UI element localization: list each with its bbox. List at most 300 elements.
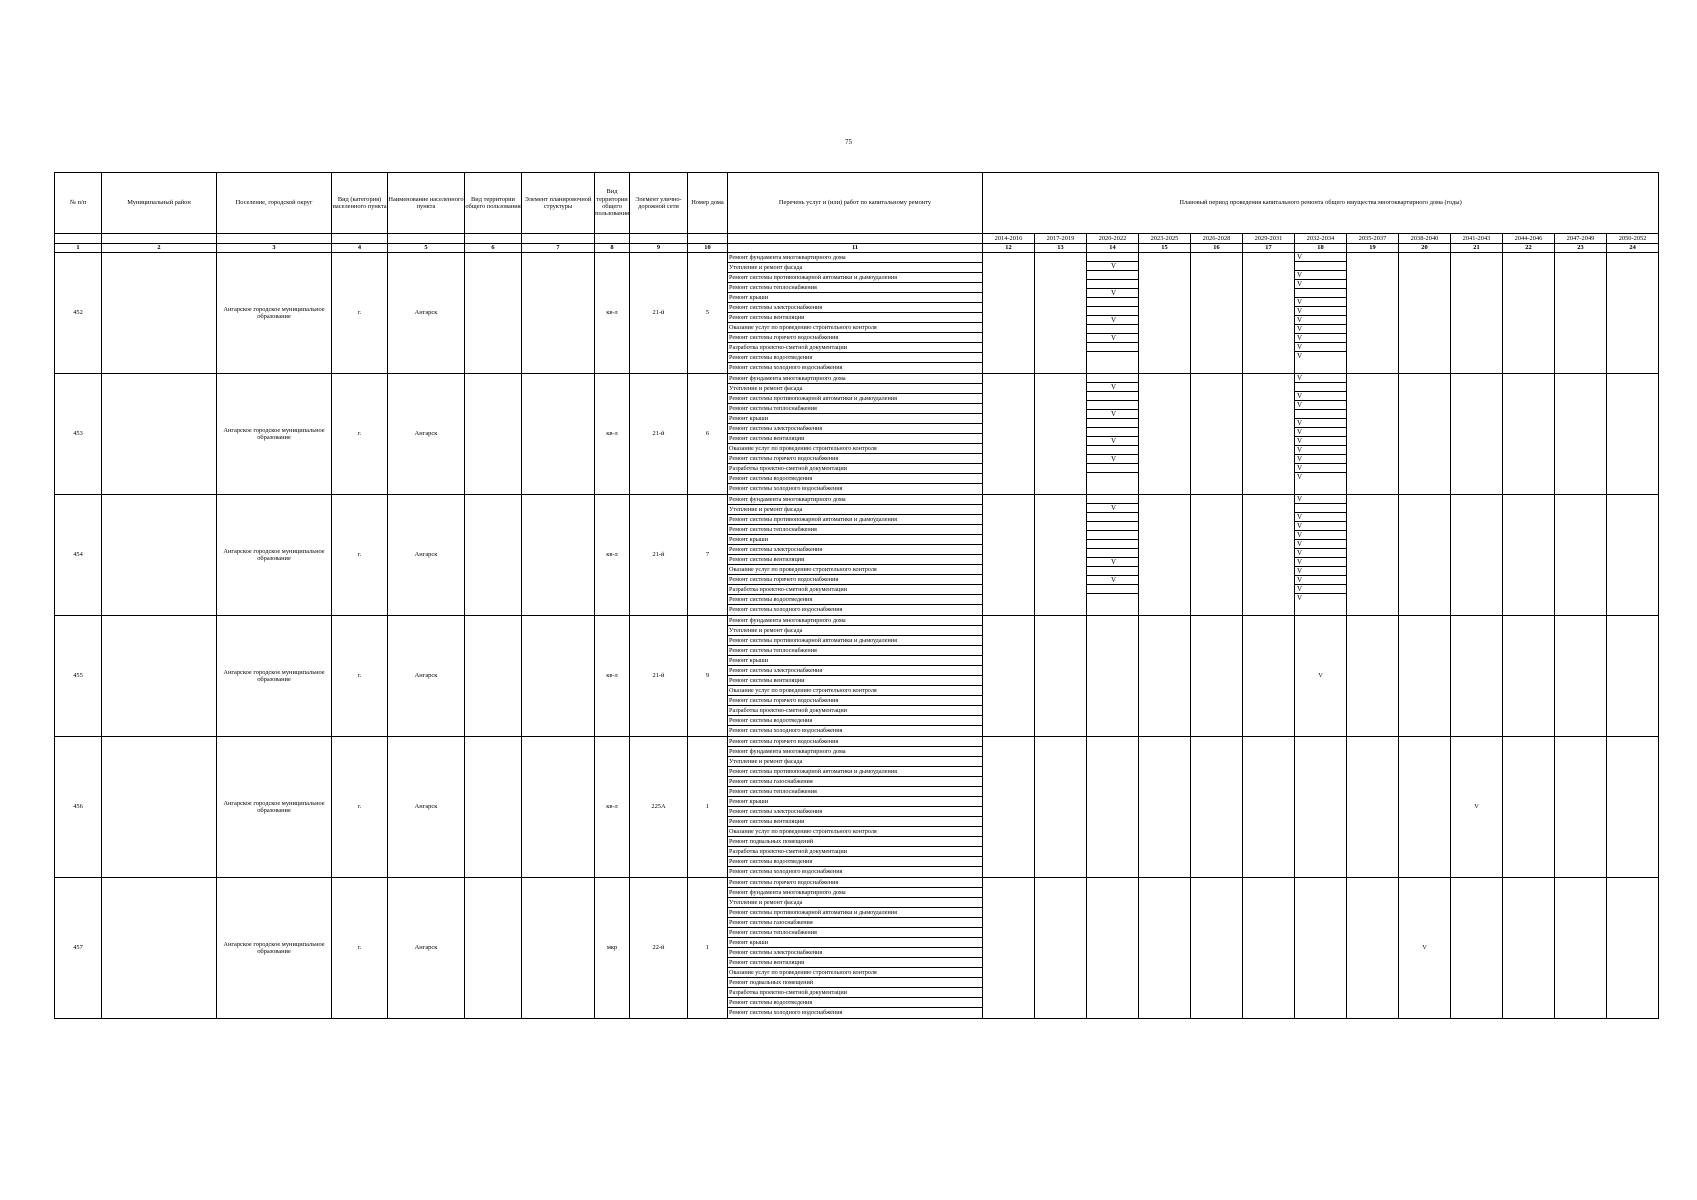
header-num: № п/п <box>55 173 102 234</box>
period-empty-cell <box>1347 374 1399 495</box>
column-number: 8 <box>595 244 630 253</box>
period-empty-cell <box>1607 253 1659 374</box>
period-empty-cell <box>1347 253 1399 374</box>
period-mark-cell: V <box>1399 878 1451 1019</box>
page-number: 75 <box>845 138 852 146</box>
works-cell <box>728 737 983 878</box>
work-item: Ремонт системы противопожарной автоматики и дымоудаления <box>728 394 982 404</box>
header-planned-period: Плановый период проведения капитального ремонта общего имущества многоквартирного дома (годы) <box>983 173 1659 234</box>
work-item: Ремонт системы электроснабжения <box>728 948 982 958</box>
mark-cell: V <box>1295 531 1346 540</box>
period-empty-cell <box>1555 878 1607 1019</box>
period-empty-cell <box>1399 374 1451 495</box>
street-cell: 22-й <box>630 878 688 1019</box>
period-empty-cell <box>1451 616 1503 737</box>
mark-cell <box>1087 298 1138 307</box>
element-type-cell: кв-л <box>595 253 630 374</box>
period-2029-2031: 2029-2031 <box>1243 234 1295 244</box>
period-empty-cell <box>1607 616 1659 737</box>
period-empty-cell <box>1035 737 1087 878</box>
capital-repair-table <box>54 172 1659 1019</box>
period-empty-cell <box>1555 616 1607 737</box>
mark-cell: V <box>1295 298 1346 307</box>
column-number: 9 <box>630 244 688 253</box>
locality-name-cell: Ангарск <box>388 616 465 737</box>
sub-cells <box>1087 495 1138 603</box>
work-item: Ремонт системы горячего водоснабжения <box>728 737 982 747</box>
work-item: Ремонт системы вентиляции <box>728 555 982 565</box>
house-number-cell: 1 <box>688 878 728 1019</box>
works-list <box>728 878 982 1017</box>
column-number: 14 <box>1087 244 1139 253</box>
work-item: Ремонт фундамента многоквартирного дома <box>728 616 982 626</box>
work-item: Ремонт крыши <box>728 414 982 424</box>
period-empty-cell <box>1295 878 1347 1019</box>
mark-cell: V <box>1297 352 1303 360</box>
mark-cell: V <box>1295 316 1346 325</box>
period-empty-cell <box>1503 374 1555 495</box>
period-empty-cell <box>1035 374 1087 495</box>
work-item: Ремонт подвальных помещений <box>728 978 982 988</box>
mark-cell: V <box>1295 437 1346 446</box>
mark-cell: V <box>1295 343 1346 352</box>
work-item: Разработка проектно-сметной документации <box>728 988 982 998</box>
works-cell <box>728 878 983 1019</box>
mark-cell: V <box>1295 271 1346 280</box>
header-works-list: Перечень услуг и (или) работ по капитальному ремонту <box>728 173 983 234</box>
works-list <box>728 374 982 493</box>
row-number: 457 <box>55 878 102 1019</box>
work-item: Ремонт системы холодного водоснабжения <box>729 1009 843 1016</box>
column-number: 21 <box>1451 244 1503 253</box>
column-number: 22 <box>1503 244 1555 253</box>
period-empty-cell <box>1607 878 1659 1019</box>
period-empty-cell <box>1243 878 1295 1019</box>
mark-cell: V <box>1295 513 1346 522</box>
district-cell <box>102 878 217 1019</box>
period-2026-2028: 2026-2028 <box>1191 234 1243 244</box>
mark-cell <box>1087 594 1138 603</box>
period-empty-cell <box>1399 737 1451 878</box>
period-mark-cell: V <box>1451 737 1503 878</box>
mark-cell: V <box>1295 392 1346 401</box>
mark-cell: V <box>1295 419 1346 428</box>
work-item: Разработка проектно-сметной документации <box>728 464 982 474</box>
header-territory-type: Вид территории общего пользования <box>465 173 522 234</box>
mark-cell <box>1295 289 1346 298</box>
work-item: Ремонт системы водоотведения <box>728 595 982 605</box>
mark-cell: V <box>1297 473 1303 481</box>
period-2017-2019: 2017-2019 <box>1035 234 1087 244</box>
mark-cell <box>1087 549 1138 558</box>
mark-cell <box>1087 325 1138 334</box>
mark-cell <box>1087 540 1138 549</box>
period-empty-cell <box>1451 878 1503 1019</box>
table-row <box>55 878 1659 1019</box>
street-cell: 21-й <box>630 253 688 374</box>
mark-cell: V <box>1087 289 1138 298</box>
locality-type-cell: г. <box>332 737 388 878</box>
works-list <box>728 253 982 372</box>
period-empty-cell <box>1503 737 1555 878</box>
work-item: Ремонт системы холодного водоснабжения <box>729 485 843 492</box>
period-empty-cell <box>1607 737 1659 878</box>
mark-cell: V <box>1295 549 1346 558</box>
mark-cell <box>1087 495 1138 504</box>
period-empty-cell <box>1503 878 1555 1019</box>
header-settlement: Поселение, городской округ <box>217 173 332 234</box>
work-item: Ремонт системы теплоснабжения <box>728 525 982 535</box>
street-cell: 225А <box>630 737 688 878</box>
work-item: Разработка проектно-сметной документации <box>728 847 982 857</box>
period-empty-cell <box>1243 495 1295 616</box>
mark-cell <box>1087 307 1138 316</box>
sub-cells <box>1295 495 1346 603</box>
period-empty-cell <box>1451 495 1503 616</box>
work-item: Ремонт системы холодного водоснабжения <box>729 868 843 875</box>
mark-cell: V <box>1297 594 1303 602</box>
work-item: Ремонт системы электроснабжения <box>728 545 982 555</box>
period-2047-2049: 2047-2049 <box>1555 234 1607 244</box>
mark-cell <box>1295 410 1346 419</box>
element-type-cell: кв-л <box>595 616 630 737</box>
work-item: Ремонт системы противопожарной автоматики и дымоудаления <box>728 908 982 918</box>
column-number: 5 <box>388 244 465 253</box>
mark-cell: V <box>1087 410 1138 419</box>
mark-cell: V <box>1295 567 1346 576</box>
street-cell: 21-й <box>630 374 688 495</box>
work-item: Ремонт системы газоснабжения <box>728 777 982 787</box>
work-item: Утепление и ремонт фасада <box>728 898 982 908</box>
sub-cells <box>1295 374 1346 482</box>
locality-type-cell: г. <box>332 374 388 495</box>
mark-cell <box>1087 567 1138 576</box>
settlement-cell: Ангарское городское муниципальное образование <box>217 374 332 495</box>
locality-name-cell: Ангарск <box>388 495 465 616</box>
column-number: 15 <box>1139 244 1191 253</box>
work-item: Ремонт системы горячего водоснабжения <box>728 333 982 343</box>
work-item: Ремонт фундамента многоквартирного дома <box>728 747 982 757</box>
work-item: Ремонт системы газоснабжения <box>728 918 982 928</box>
locality-name-cell: Ангарск <box>388 253 465 374</box>
period-empty-cell <box>1347 495 1399 616</box>
district-cell <box>102 374 217 495</box>
period-col-18 <box>1295 253 1347 374</box>
territory-type-cell <box>465 253 522 374</box>
district-cell <box>102 495 217 616</box>
period-empty-cell <box>1087 878 1139 1019</box>
locality-type-cell: г. <box>332 616 388 737</box>
mark-cell: V <box>1295 307 1346 316</box>
column-number: 24 <box>1607 244 1659 253</box>
column-number: 18 <box>1295 244 1347 253</box>
period-2038-2040: 2038-2040 <box>1399 234 1451 244</box>
work-item: Ремонт системы теплоснабжения <box>728 928 982 938</box>
period-empty-cell <box>1555 374 1607 495</box>
column-number: 23 <box>1555 244 1607 253</box>
column-number: 10 <box>688 244 728 253</box>
planning-element-cell <box>522 374 595 495</box>
planning-element-cell <box>522 253 595 374</box>
work-item: Ремонт фундамента многоквартирного дома <box>728 888 982 898</box>
column-number: 12 <box>983 244 1035 253</box>
work-item: Оказание услуг по проведению строительного контроля <box>728 565 982 575</box>
period-empty-cell <box>1243 374 1295 495</box>
mark-cell <box>1295 504 1346 513</box>
period-empty-cell <box>1087 737 1139 878</box>
work-item: Ремонт подвальных помещений <box>728 837 982 847</box>
mark-cell <box>1087 585 1138 594</box>
mark-cell: V <box>1087 437 1138 446</box>
sub-cells <box>1295 253 1346 361</box>
mark-cell: V <box>1087 455 1138 464</box>
mark-cell: V <box>1087 576 1138 585</box>
works-cell <box>728 495 983 616</box>
work-item: Ремонт системы электроснабжения <box>728 303 982 313</box>
period-col-18 <box>1295 374 1347 495</box>
mark-cell: V <box>1295 576 1346 585</box>
mark-cell: V <box>1087 504 1138 513</box>
house-number-cell: 1 <box>688 737 728 878</box>
period-empty-cell <box>1191 616 1243 737</box>
column-number: 16 <box>1191 244 1243 253</box>
mark-cell: V <box>1295 446 1346 455</box>
mark-cell: V <box>1087 316 1138 325</box>
period-empty-cell <box>1191 374 1243 495</box>
row-number: 454 <box>55 495 102 616</box>
column-number: 17 <box>1243 244 1295 253</box>
table-row <box>55 495 1659 616</box>
mark-cell <box>1087 464 1138 473</box>
work-item: Ремонт системы электроснабжения <box>728 424 982 434</box>
period-empty-cell <box>1399 253 1451 374</box>
period-mark-cell: V <box>1295 616 1347 737</box>
locality-type-cell: г. <box>332 253 388 374</box>
mark-cell <box>1087 428 1138 437</box>
period-empty-cell <box>1191 495 1243 616</box>
period-2014-2016: 2014-2016 <box>983 234 1035 244</box>
work-item: Ремонт системы вентиляции <box>728 434 982 444</box>
period-empty-cell <box>1035 878 1087 1019</box>
period-2032-2034: 2032-2034 <box>1295 234 1347 244</box>
work-item: Утепление и ремонт фасада <box>728 263 982 273</box>
work-item: Разработка проектно-сметной документации <box>728 343 982 353</box>
work-item: Ремонт системы противопожарной автоматики и дымоудаления <box>728 636 982 646</box>
period-empty-cell <box>1555 253 1607 374</box>
period-empty-cell <box>1243 253 1295 374</box>
works-cell <box>728 374 983 495</box>
work-item: Ремонт системы холодного водоснабжения <box>729 606 843 613</box>
work-item: Ремонт системы электроснабжения <box>728 807 982 817</box>
work-item: Ремонт системы холодного водоснабжения <box>729 364 843 371</box>
work-item: Ремонт системы горячего водоснабжения <box>728 696 982 706</box>
work-item: Ремонт системы холодного водоснабжения <box>729 727 843 734</box>
work-item: Утепление и ремонт фасада <box>728 384 982 394</box>
row-number: 452 <box>55 253 102 374</box>
period-empty-cell <box>1139 495 1191 616</box>
period-empty-cell <box>1191 878 1243 1019</box>
work-item: Утепление и ремонт фасада <box>728 757 982 767</box>
work-item: Утепление и ремонт фасада <box>728 505 982 515</box>
period-empty-cell <box>1139 616 1191 737</box>
mark-cell: V <box>1087 334 1138 343</box>
work-item: Разработка проектно-сметной документации <box>728 585 982 595</box>
column-number: 11 <box>728 244 983 253</box>
planning-element-cell <box>522 878 595 1019</box>
period-empty-cell <box>983 253 1035 374</box>
period-empty-cell <box>1347 737 1399 878</box>
element-type-cell: кв-л <box>595 374 630 495</box>
settlement-cell: Ангарское городское муниципальное образование <box>217 737 332 878</box>
settlement-cell: Ангарское городское муниципальное образование <box>217 878 332 1019</box>
period-empty-cell <box>983 616 1035 737</box>
period-col-14 <box>1087 495 1139 616</box>
work-item: Ремонт системы вентиляции <box>728 817 982 827</box>
period-empty-cell <box>1347 616 1399 737</box>
period-empty-cell <box>1295 737 1347 878</box>
period-empty-cell <box>983 737 1035 878</box>
work-item: Ремонт системы противопожарной автоматики и дымоудаления <box>728 515 982 525</box>
row-number: 453 <box>55 374 102 495</box>
work-item: Ремонт системы водоотведения <box>728 474 982 484</box>
period-empty-cell <box>1035 495 1087 616</box>
period-empty-cell <box>1087 616 1139 737</box>
work-item: Ремонт системы горячего водоснабжения <box>728 575 982 585</box>
column-numbers-row <box>55 244 1659 253</box>
element-type-cell: мкр <box>595 878 630 1019</box>
work-item: Оказание услуг по проведению строительного контроля <box>728 827 982 837</box>
column-number: 3 <box>217 244 332 253</box>
works-cell <box>728 253 983 374</box>
period-empty-cell <box>1243 616 1295 737</box>
mark-cell <box>1087 280 1138 289</box>
period-col-14 <box>1087 253 1139 374</box>
mark-cell: V <box>1295 495 1346 504</box>
territory-type-cell <box>465 878 522 1019</box>
mark-cell <box>1087 271 1138 280</box>
mark-cell <box>1087 401 1138 410</box>
work-item: Ремонт системы горячего водоснабжения <box>728 878 982 888</box>
mark-cell <box>1295 383 1346 392</box>
mark-cell: V <box>1295 334 1346 343</box>
work-item: Ремонт системы горячего водоснабжения <box>728 454 982 464</box>
mark-cell: V <box>1295 374 1346 383</box>
works-list <box>728 495 982 614</box>
district-cell <box>102 253 217 374</box>
period-2020-2022: 2020-2022 <box>1087 234 1139 244</box>
works-list <box>728 616 982 735</box>
element-type-cell: кв-л <box>595 737 630 878</box>
mark-cell: V <box>1295 585 1346 594</box>
column-number: 19 <box>1347 244 1399 253</box>
period-empty-cell <box>1607 374 1659 495</box>
row-number: 455 <box>55 616 102 737</box>
header-street-element: Элемент улично-дорожной сети <box>630 173 688 234</box>
mark-cell: V <box>1295 325 1346 334</box>
locality-name-cell: Ангарск <box>388 737 465 878</box>
locality-name-cell: Ангарск <box>388 374 465 495</box>
work-item: Ремонт системы теплоснабжения <box>728 283 982 293</box>
mark-cell: V <box>1295 464 1346 473</box>
period-empty-cell <box>1451 253 1503 374</box>
work-item: Оказание услуг по проведению строительного контроля <box>728 968 982 978</box>
period-empty-cell <box>1503 616 1555 737</box>
period-empty-cell <box>1191 737 1243 878</box>
period-empty-cell <box>983 878 1035 1019</box>
mark-cell <box>1087 343 1138 352</box>
house-number-cell: 6 <box>688 374 728 495</box>
settlement-cell: Ангарское городское муниципальное образование <box>217 253 332 374</box>
period-empty-cell <box>1035 253 1087 374</box>
territory-type-cell <box>465 495 522 616</box>
column-number: 13 <box>1035 244 1087 253</box>
column-number: 2 <box>102 244 217 253</box>
work-item: Ремонт крыши <box>728 938 982 948</box>
period-empty-cell <box>1243 737 1295 878</box>
work-item: Ремонт системы вентиляции <box>728 313 982 323</box>
header-locality-name: Наименование населенного пункта <box>388 173 465 234</box>
work-item: Ремонт системы электроснабжения <box>728 666 982 676</box>
period-empty-cell <box>1139 878 1191 1019</box>
work-item: Ремонт фундамента многоквартирного дома <box>728 253 982 263</box>
period-empty-cell <box>1399 616 1451 737</box>
period-empty-cell <box>1451 374 1503 495</box>
header-planning-element: Элемент планировочной структуры <box>522 173 595 234</box>
work-item: Ремонт системы теплоснабжения <box>728 787 982 797</box>
period-empty-cell <box>1503 495 1555 616</box>
table-row <box>55 374 1659 495</box>
district-cell <box>102 737 217 878</box>
street-cell: 21-й <box>630 495 688 616</box>
work-item: Оказание услуг по проведению строительного контроля <box>728 323 982 333</box>
period-empty-cell <box>1035 616 1087 737</box>
work-item: Ремонт системы противопожарной автоматики и дымоудаления <box>728 767 982 777</box>
locality-type-cell: г. <box>332 878 388 1019</box>
mark-cell <box>1087 392 1138 401</box>
mark-cell <box>1087 473 1138 482</box>
sub-cells <box>1087 374 1138 482</box>
table-row <box>55 253 1659 374</box>
period-2023-2025: 2023-2025 <box>1139 234 1191 244</box>
mark-cell: V <box>1295 540 1346 549</box>
column-number: 4 <box>332 244 388 253</box>
mark-cell: V <box>1087 383 1138 392</box>
period-2044-2046: 2044-2046 <box>1503 234 1555 244</box>
element-type-cell: кв-л <box>595 495 630 616</box>
header-locality-type: Вид (категория) населенного пункта <box>332 173 388 234</box>
mark-cell: V <box>1087 558 1138 567</box>
mark-cell <box>1087 352 1138 361</box>
table-row <box>55 737 1659 878</box>
period-empty-cell <box>1555 495 1607 616</box>
work-item: Ремонт системы водоотведения <box>728 716 982 726</box>
period-empty-cell <box>1139 737 1191 878</box>
works-list <box>728 737 982 876</box>
work-item: Ремонт фундамента многоквартирного дома <box>728 374 982 384</box>
house-number-cell: 7 <box>688 495 728 616</box>
periods-row <box>55 234 1659 244</box>
work-item: Ремонт системы теплоснабжения <box>728 404 982 414</box>
period-col-18 <box>1295 495 1347 616</box>
work-item: Ремонт системы водоотведения <box>728 353 982 363</box>
period-empty-cell <box>983 495 1035 616</box>
mark-cell <box>1087 531 1138 540</box>
work-item: Ремонт системы вентиляции <box>728 676 982 686</box>
mark-cell: V <box>1087 262 1138 271</box>
settlement-cell: Ангарское городское муниципальное образование <box>217 495 332 616</box>
planning-element-cell <box>522 495 595 616</box>
planning-element-cell <box>522 616 595 737</box>
